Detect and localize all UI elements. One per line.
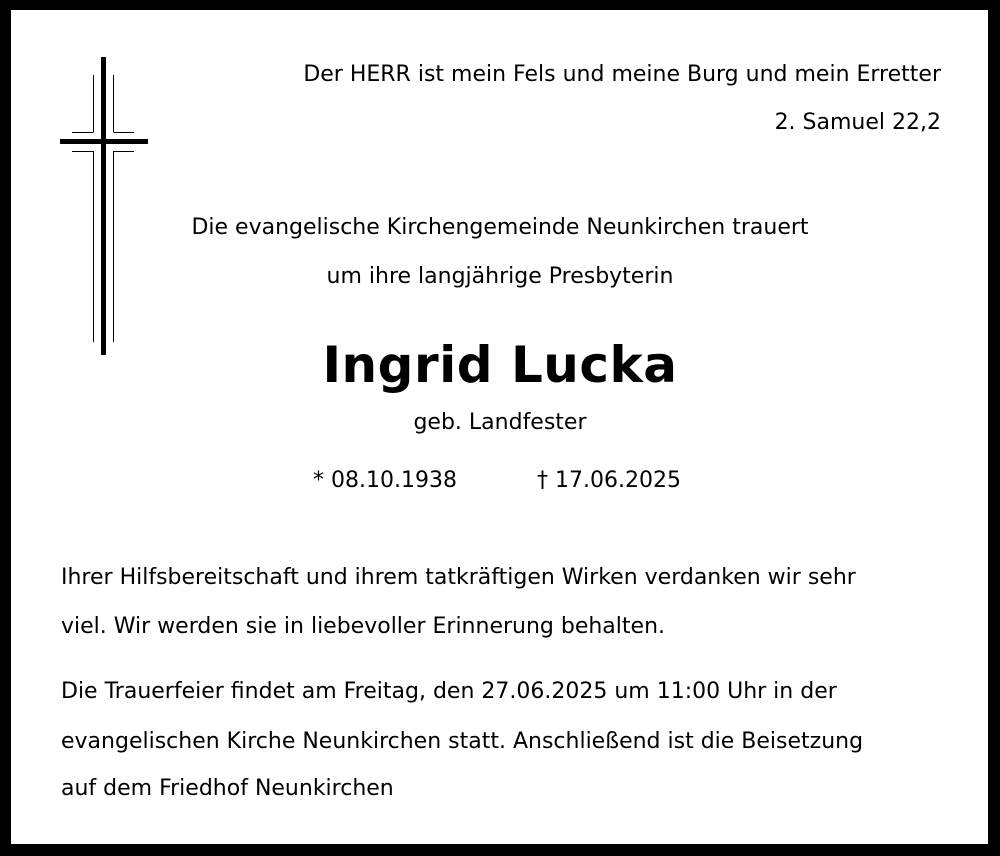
intro-line-2: um ihre langjährige Presbyterin bbox=[326, 264, 674, 289]
paragraph-2-line-3: auf dem Friedhof Neunkirchen bbox=[61, 776, 394, 801]
cross-icon bbox=[60, 57, 148, 355]
paragraph-2-line-1: Die Trauerfeier findet am Freitag, den 27.06.2025 um 11:00 Uhr in der bbox=[61, 679, 837, 704]
death-date: † 17.06.2025 bbox=[537, 468, 681, 493]
paragraph-1-line-2: viel. Wir werden sie in liebevoller Erinnerung behalten. bbox=[61, 614, 666, 639]
birth-date: * 08.10.1938 bbox=[313, 468, 457, 493]
paragraph-1-line-1: Ihrer Hilfsbereitschaft und ihrem tatkräftigen Wirken verdanken wir sehr bbox=[61, 565, 856, 590]
paragraph-2-line-2: evangelischen Kirche Neunkirchen statt. Anschließend ist die Beisetzung bbox=[61, 729, 864, 754]
maiden-name: geb. Landfester bbox=[413, 410, 587, 435]
bible-verse: Der HERR ist mein Fels und meine Burg und mein Erretter bbox=[303, 62, 941, 87]
intro-line-1: Die evangelische Kirchengemeinde Neunkirchen trauert bbox=[191, 215, 809, 240]
deceased-name: Ingrid Lucka bbox=[322, 336, 678, 394]
bible-reference: 2. Samuel 22,2 bbox=[774, 110, 941, 135]
